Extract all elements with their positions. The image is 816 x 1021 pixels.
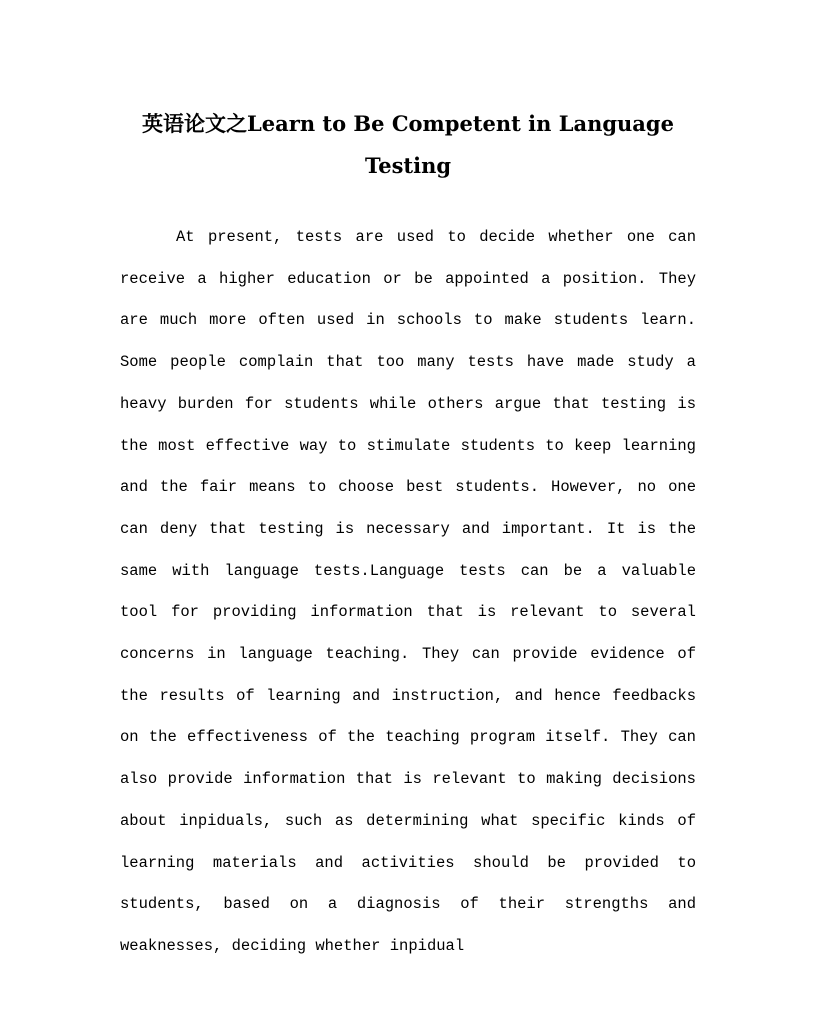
document-title: 英语论文之Learn to Be Competent in Language Testing xyxy=(142,111,674,178)
body-paragraph: At present, tests are used to decide whether one can receive a higher education or be appointed a position. They are much more often used in schools to make students learn. Some people complain that too many tests have made study a heavy burden for students while others argue that testing is the most effective way to stimulate students to keep learning and the fair means to choose best students. However, no one can deny that testing is necessary and important. It is the same with language tests.Language tests can be a valuable tool for providing information that is relevant to several concerns in language teaching. They can provide evidence of the results of learning and instruction, and hence feedbacks on the effectiveness of the teaching program itself. They can also provide information that is relevant to making decisions about inpiduals, such as determining what specific kinds of learning materials and activities should be provided to students, based on a diagnosis of their strengths and weaknesses, deciding whether inpidual xyxy=(120,228,696,955)
